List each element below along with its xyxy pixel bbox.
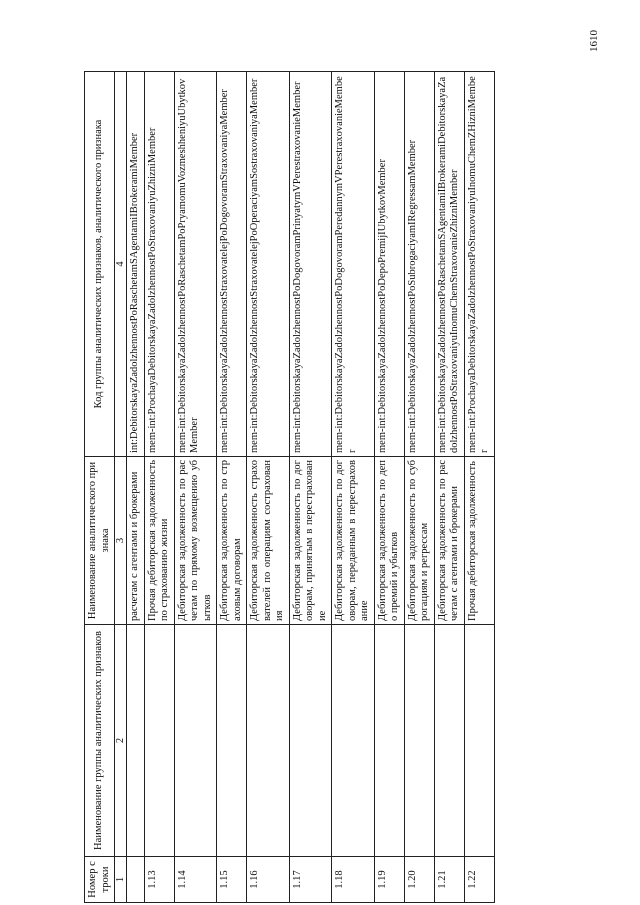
table-row (464, 72, 494, 903)
row-feature-name: Прочая дебиторская задолженность по страхованию жизни (144, 457, 174, 625)
header-row-number: Номер строки (85, 857, 115, 903)
header-code: Код группы аналитических признаков, аналитического признака (85, 72, 115, 457)
row-feature-name: Дебиторская задолженность по договорам, переданным в перестрахование (332, 457, 375, 625)
table-row (217, 72, 247, 903)
header-group-name: Наименование группы аналитических признаков (85, 625, 115, 857)
row-number: 1.16 (247, 857, 290, 903)
row-group-name (144, 625, 174, 857)
row-group-name (464, 625, 494, 857)
row-code: mem-int:DebitorskayaZadolzhennostPoDogovoramPeredannymVPerestraxovanieMember (332, 72, 375, 457)
table-row (247, 72, 290, 903)
table-row (434, 72, 464, 903)
row-group-name (174, 625, 217, 857)
row-group-name (247, 625, 290, 857)
header-row (85, 72, 115, 903)
row-number: 1.15 (217, 857, 247, 903)
column-number: 2 (115, 625, 127, 857)
row-number: 1.14 (174, 857, 217, 903)
row-number (127, 857, 145, 903)
row-code: mem-int:DebitorskayaZadolzhennostPoRaschetamSAgentamiIBrokeramiDebitorskayaZadolzhennostPoStraxovaniyuInomuChemStraxovanieZhizniMember (434, 72, 464, 457)
row-number: 1.20 (404, 857, 434, 903)
row-feature-name: Дебиторская задолженность по депо премий и убытков (374, 457, 404, 625)
row-feature-name: Дебиторская задолженность по суброгациям и регрессам (404, 457, 434, 625)
row-number: 1.17 (289, 857, 332, 903)
table-row (404, 72, 434, 903)
row-group-name (127, 625, 145, 857)
row-number: 1.18 (332, 857, 375, 903)
row-feature-name: Прочая дебиторская задолженность (464, 457, 494, 625)
row-code: mem-int:ProchayaDebitorskayaZadolzhennostPoStraxovaniyuZhizniMember (144, 72, 174, 457)
row-number: 1.21 (434, 857, 464, 903)
row-group-name (332, 625, 375, 857)
analytics-table (84, 71, 495, 903)
row-code: mem-int:DebitorskayaZadolzhennostPoSubrogaciyamIRegressamMember (404, 72, 434, 457)
table-row (127, 72, 145, 903)
row-number: 1.13 (144, 857, 174, 903)
column-number: 3 (115, 457, 127, 625)
row-feature-name: расчетам с агентами и брокерами (127, 457, 145, 625)
rotated-page-content (84, 72, 584, 903)
row-group-name (289, 625, 332, 857)
row-group-name (434, 625, 464, 857)
row-code: int:DebitorskayaZadolzhennostPoRaschetamSAgentamiIBrokeramiMember (127, 72, 145, 457)
page-number: 1610 (588, 30, 600, 52)
row-group-name (404, 625, 434, 857)
row-feature-name: Дебиторская задолженность по расчетам с агентами и брокерами (434, 457, 464, 625)
column-number: 4 (115, 72, 127, 457)
row-number: 1.19 (374, 857, 404, 903)
row-code: mem-int:DebitorskayaZadolzhennostPoDogovoramPrinyatymVPerestraxovanieMember (289, 72, 332, 457)
row-code: mem-int:DebitorskayaZadolzhennostStraxovatelejPoDogovoramStraxovaniyaMember (217, 72, 247, 457)
row-feature-name: Дебиторская задолженность страхователей по операциям сострахования (247, 457, 290, 625)
table-row (289, 72, 332, 903)
table-row (374, 72, 404, 903)
row-group-name (374, 625, 404, 857)
header-feature-name: Наименование аналитического признака (85, 457, 115, 625)
row-code: mem-int:ProchayaDebitorskayaZadolzhennostPoStraxovaniyuInomuChemZHizniMember (464, 72, 494, 457)
row-feature-name: Дебиторская задолженность по расчетам по прямому возмещению убытков (174, 457, 217, 625)
row-code: mem-int:DebitorskayaZadolzhennostPoRaschetamPoPryamomuVozmeshheniyuUbytkovMember (174, 72, 217, 457)
table-row (144, 72, 174, 903)
column-number: 1 (115, 857, 127, 903)
row-number: 1.22 (464, 857, 494, 903)
row-group-name (217, 625, 247, 857)
row-code: mem-int:DebitorskayaZadolzhennostStraxovatelejPoOperaciyamSostraxovaniyaMember (247, 72, 290, 457)
row-feature-name: Дебиторская задолженность по договорам, принятым в перестрахование (289, 457, 332, 625)
row-code: mem-int:DebitorskayaZadolzhennostPoDepoPremijIUbytkovMember (374, 72, 404, 457)
table-row (332, 72, 375, 903)
row-feature-name: Дебиторская задолженность по страховым договорам (217, 457, 247, 625)
table-row (174, 72, 217, 903)
column-number-row (115, 72, 127, 903)
